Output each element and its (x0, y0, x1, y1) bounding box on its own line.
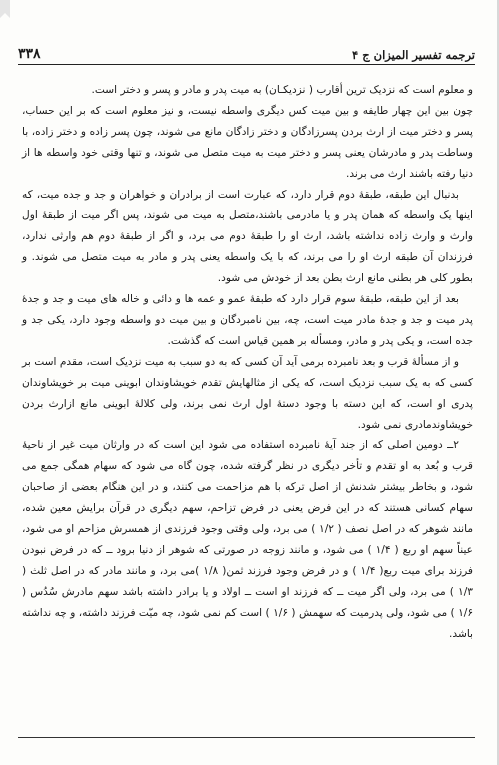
paragraph: و معلوم است که نزديک ترين أقارب ( نزديکـان) به ميت پدر و مادر و پسر و دختر است. (91, 84, 473, 96)
page-body (22, 80, 473, 644)
paragraph: ۲ــ دومين اصلی که از جند آيهٔ نامبرده استفاده می شود اين است که در وارثان ميت غير از ناحيهٔ قرب و بُعد به او تقدم و تأخر ديگری در نظر گرفته شده، چون گاه می شود که سهام همگی جمع می شود، و بخاطر بيشتر شدنش از اصل ترکه با هم مزاحمت می کنند، و در اين هنگام بعضی از صاحبان سهام کسانی هستند که در اين فرض يعنی در فرض تزاحم، سهم ديگری در قرآن برايش معين شده، مانند شوهر که در اصل نصف ( ۱/۲ ) می برد، ولی وقتی وجود فرزندی از همسرش مزاحم او می شود، عيناً سهم او ربع ( ۱/۴ ) می شود، و مانند زوجه در صورتی که شوهر از دنيا برود ــ که در فرض نبودن فرزند برای ميت ربع( ۱/۴ ) و در فرض وجود فرزند ثمن( ۱/۸ )می برد، و مانند مادر که در اصل ثلث ( ۱/۳ ) می برد، ولی اگر ميت ــ که فرزند او است ــ اولاد و يا برادر داشته باشد سهم مادرش سُدُس ( ۱/۶ ) می شود، ولی پدرميت که سهمش ( ۱/۶ ) است کم نمی شود، چه ميّت فرزند داشته، و چه نداشته باشد. (22, 439, 474, 640)
page-corner-marker (0, 0, 10, 18)
page-header (18, 40, 475, 62)
header-divider (18, 64, 475, 65)
paragraph: بعد از اين طبقه، طبقهٔ سوم قرار دارد که طبقهٔ عمو و عمه ها و دائی و خاله های ميت و جد و جدهٔ پدر ميت و جد و جدهٔ مادر ميت است، چه، بين نامبردگان و بين ميت دو واسطه وجود دارد، يکی جد و جده است، و يکی پدر و مادر، ومسأله بر همين قياس است که گذشت. (22, 293, 473, 347)
bottom-divider (18, 737, 475, 738)
paragraph: و از مسألهٔ قرب و بعد نامبرده برمی آيد آن کسی که به دو سبب به ميت نزديک است، مقدم است بر کسی که به يک سبب نزديک است، که يکی از مثالهايش تقدم خويشاوندان ابوينی ميت بر خويشاوندان پدری او است، که اين دسته با وجود دستهٔ اول ارث نمی برند، ولی کلالهٔ ابوينی مانع ازارث بردن خويشاوندمادری نمی شود. (22, 355, 473, 431)
paragraph: بدنبال اين طبقه، طبقهٔ دوم قرار دارد، که عبارت است از برادران و خواهران و جد و جده ميت، که اينها يک واسطه که همان پدر و يا مادرمی باشند،متصل به ميت می شوند، پس اگر ميت از طبقهٔ اول وارث و وارث زاده نداشته باشد، ارث او را طبقهٔ دوم می برد، و اگر از طبقهٔ دوم هم وارثی ندارد، فرزندان آن طبقه ارث او را می برند، که با يک واسطه يعنی پدر و مادر به ميت متصل می شوند. و بطور کلی هر بطنی مانع ارث بطن بعد از خودش می شود. (22, 188, 473, 285)
running-title: ترجمه تفسير الميزان ج ۴ (352, 48, 475, 62)
paragraph: چون بين اين چهار طايفه و بين ميت کس ديگری واسطه نيست، و نيز معلوم است که بر اين حساب، پسر و دختر ميت از ارث بردن پسرزادگان و دختر زادگان مانع می شوند، چون پسر زاده و دختر زاده، با وساطت پدر و مادرشان يعنی پسر و دختر ميت به ميت متصل می شوند، و تنها وقتی خود واسطه ها از دنيا رفته باشند ارث می برند. (22, 104, 473, 180)
page-number: ۳۳۸ (18, 46, 41, 62)
